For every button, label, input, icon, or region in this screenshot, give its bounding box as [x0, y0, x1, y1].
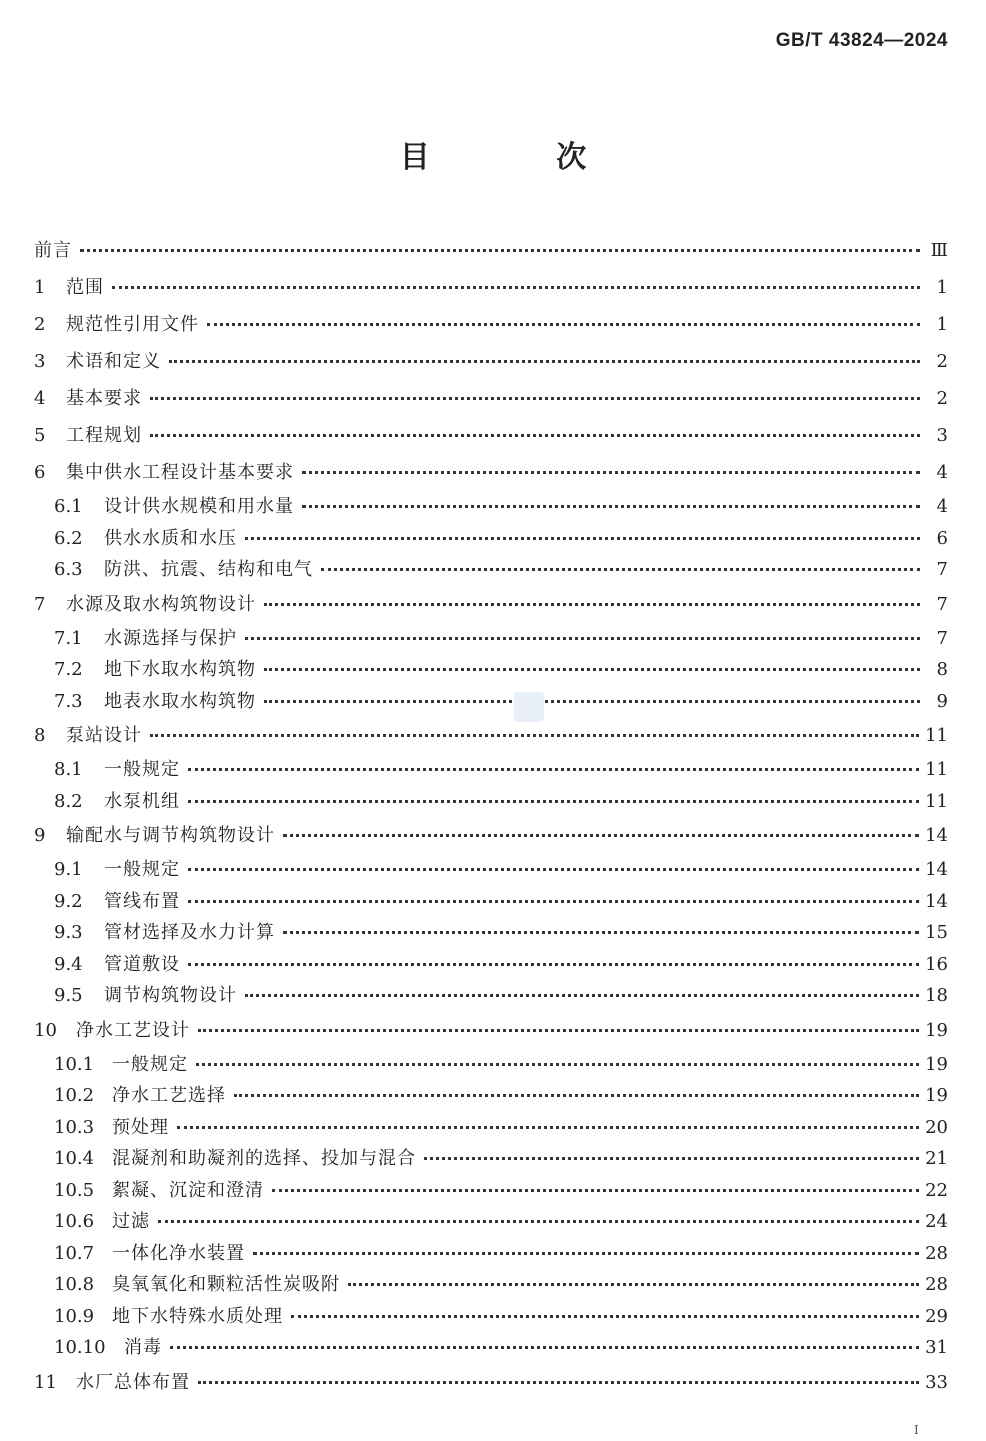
- toc-text: 输配水与调节构筑物设计: [66, 825, 275, 846]
- page-number: I: [914, 1423, 919, 1437]
- toc-leader: [283, 931, 919, 934]
- toc-number: 10.2: [54, 1085, 95, 1106]
- toc-entry[interactable]: [34, 1332, 948, 1364]
- toc-page: 4: [936, 462, 948, 483]
- toc-text: 术语和定义: [66, 351, 161, 372]
- toc-page: 29: [925, 1305, 948, 1327]
- toc-page: 19: [925, 1053, 948, 1075]
- watermark-icon: [514, 692, 544, 722]
- toc-number: 4: [34, 388, 46, 409]
- toc-entry[interactable]: [34, 1364, 948, 1401]
- toc-number: 6.1: [54, 496, 83, 517]
- toc-text: 絮凝、沉淀和澄清: [112, 1179, 264, 1201]
- toc-text: 地下水取水构筑物: [104, 659, 256, 680]
- toc-text: 地下水特殊水质处理: [112, 1305, 283, 1327]
- toc-leader: [424, 1157, 919, 1160]
- toc-number: 10.9: [54, 1305, 95, 1327]
- toc-entry[interactable]: [34, 491, 948, 523]
- toc-number: 5: [34, 425, 46, 446]
- toc-page: 20: [925, 1116, 948, 1138]
- toc-text: 管道敷设: [104, 953, 180, 975]
- toc-entry[interactable]: [34, 949, 948, 981]
- toc-text: 防洪、抗震、结构和电气: [104, 559, 313, 580]
- toc-page: 7: [936, 559, 948, 580]
- toc-leader: [80, 249, 920, 252]
- toc-entry[interactable]: [34, 1012, 948, 1049]
- toc-page: 14: [925, 890, 948, 912]
- toc-entry[interactable]: [34, 417, 948, 454]
- toc-number: 10.4: [54, 1148, 95, 1169]
- toc-entry[interactable]: [34, 380, 948, 417]
- toc-text: 前言: [34, 240, 72, 261]
- toc-leader: [302, 471, 920, 474]
- toc-leader: [291, 1315, 919, 1318]
- toc-number: 2: [34, 314, 46, 335]
- toc-leader: [177, 1126, 919, 1129]
- toc-leader: [188, 963, 919, 966]
- toc-entry[interactable]: [34, 754, 948, 786]
- toc-number: 1: [34, 277, 46, 298]
- toc-text: 工程规划: [66, 425, 142, 446]
- toc-leader: [264, 603, 920, 606]
- toc-entry[interactable]: [34, 269, 948, 306]
- toc-leader: [150, 734, 919, 737]
- toc-leader: [302, 505, 920, 508]
- toc-leader: [188, 868, 919, 871]
- toc-number: 10.3: [54, 1116, 95, 1138]
- toc-number: 6.2: [54, 527, 83, 549]
- toc-leader: [188, 900, 919, 903]
- toc-page: 11: [925, 725, 948, 746]
- table-of-contents: [34, 232, 948, 1401]
- toc-number: 8: [34, 725, 46, 746]
- toc-number: 9.1: [54, 859, 83, 880]
- toc-number: 11: [34, 1371, 57, 1393]
- toc-page: 6: [936, 527, 948, 549]
- toc-page: 4: [936, 496, 948, 517]
- toc-number: 7: [34, 593, 46, 615]
- toc-number: 3: [34, 351, 46, 372]
- toc-leader: [207, 323, 920, 326]
- toc-page: 1: [936, 277, 948, 298]
- page-title: 目 次: [399, 140, 645, 175]
- toc-leader: [321, 568, 920, 571]
- toc-entry[interactable]: [34, 686, 948, 718]
- toc-leader: [170, 1346, 919, 1349]
- toc-number: 9.2: [54, 890, 83, 912]
- toc-page: 8: [936, 659, 948, 680]
- toc-entry[interactable]: [34, 717, 948, 754]
- toc-leader: [245, 537, 920, 540]
- toc-entry[interactable]: [34, 886, 948, 918]
- toc-leader: [348, 1283, 919, 1286]
- toc-leader: [245, 637, 920, 640]
- toc-page: 14: [925, 825, 948, 846]
- toc-entry[interactable]: [34, 1301, 948, 1333]
- toc-text: 过滤: [112, 1211, 150, 1232]
- toc-page: 33: [925, 1371, 948, 1393]
- toc-number: 8.1: [54, 759, 83, 780]
- toc-text: 一体化净水装置: [112, 1242, 245, 1264]
- toc-text: 一般规定: [112, 1053, 188, 1075]
- toc-page: 2: [936, 388, 948, 409]
- toc-text: 混凝剂和助凝剂的选择、投加与混合: [112, 1148, 416, 1169]
- toc-entry[interactable]: [34, 454, 948, 491]
- toc-number: 10: [34, 1019, 57, 1041]
- toc-page: 31: [925, 1337, 948, 1358]
- toc-leader: [112, 286, 920, 289]
- toc-text: 净水工艺设计: [76, 1019, 190, 1041]
- toc-page: 28: [925, 1274, 948, 1295]
- toc-page: 24: [925, 1211, 948, 1232]
- toc-page: 3: [936, 425, 948, 446]
- toc-number: 7.2: [54, 659, 83, 680]
- toc-page: 18: [925, 985, 948, 1006]
- toc-text: 地表水取水构筑物: [104, 690, 256, 712]
- toc-number: 9: [34, 825, 46, 846]
- toc-text: 管材选择及水力计算: [104, 922, 275, 943]
- toc-text: 净水工艺选择: [112, 1085, 226, 1106]
- toc-entry[interactable]: [34, 786, 948, 818]
- toc-entry[interactable]: [34, 343, 948, 380]
- toc-page: 22: [925, 1179, 948, 1201]
- toc-leader: [169, 360, 920, 363]
- toc-text: 水泵机组: [104, 790, 180, 812]
- toc-leader: [264, 668, 920, 671]
- toc-entry[interactable]: [34, 232, 948, 269]
- toc-page: 11: [925, 759, 948, 780]
- toc-entry[interactable]: [34, 1175, 948, 1207]
- toc-page: 1: [936, 314, 948, 335]
- toc-entry[interactable]: [34, 586, 948, 623]
- toc-page: 15: [925, 922, 948, 943]
- toc-entry[interactable]: [34, 654, 948, 686]
- toc-number: 10.8: [54, 1274, 95, 1295]
- toc-number: 6.3: [54, 559, 83, 580]
- toc-number: 10.5: [54, 1179, 95, 1201]
- toc-page: 2: [936, 351, 948, 372]
- toc-number: 9.4: [54, 953, 83, 975]
- toc-leader: [198, 1029, 919, 1032]
- toc-entry[interactable]: [34, 1112, 948, 1144]
- toc-leader: [245, 994, 919, 997]
- toc-number: 9.3: [54, 922, 83, 943]
- toc-number: 7.1: [54, 627, 83, 649]
- toc-leader: [150, 434, 920, 437]
- toc-text: 范围: [66, 277, 104, 298]
- toc-page: 14: [925, 859, 948, 880]
- toc-leader: [198, 1381, 919, 1384]
- toc-page: 19: [925, 1019, 948, 1041]
- toc-number: 8.2: [54, 790, 83, 812]
- toc-page: 7: [936, 593, 948, 615]
- toc-text: 水源及取水构筑物设计: [66, 593, 256, 615]
- toc-entry[interactable]: [34, 623, 948, 655]
- toc-entry[interactable]: [34, 1143, 948, 1175]
- toc-entry[interactable]: [34, 854, 948, 886]
- toc-page: 16: [925, 953, 948, 975]
- toc-number: 10.6: [54, 1211, 95, 1232]
- toc-entry[interactable]: [34, 1049, 948, 1081]
- toc-page: 21: [925, 1148, 948, 1169]
- toc-number: 10.7: [54, 1242, 95, 1264]
- toc-text: 集中供水工程设计基本要求: [66, 462, 294, 483]
- toc-page: 28: [925, 1242, 948, 1264]
- toc-entry[interactable]: [34, 917, 948, 949]
- toc-number: 9.5: [54, 985, 83, 1006]
- toc-number: 10.1: [54, 1053, 95, 1075]
- toc-text: 设计供水规模和用水量: [104, 496, 294, 517]
- toc-entry[interactable]: [34, 817, 948, 854]
- toc-leader: [150, 397, 920, 400]
- toc-page: Ⅲ: [930, 240, 948, 261]
- toc-leader: [264, 700, 920, 703]
- toc-entry[interactable]: [34, 980, 948, 1012]
- toc-text: 规范性引用文件: [66, 314, 199, 335]
- toc-entry[interactable]: [34, 523, 948, 555]
- toc-leader: [283, 834, 919, 837]
- toc-leader: [234, 1094, 919, 1097]
- toc-leader: [158, 1220, 919, 1223]
- toc-text: 泵站设计: [66, 725, 142, 746]
- toc-text: 臭氧氧化和颗粒活性炭吸附: [112, 1274, 340, 1295]
- toc-text: 基本要求: [66, 388, 142, 409]
- toc-number: 7.3: [54, 690, 83, 712]
- toc-entry[interactable]: [34, 1080, 948, 1112]
- toc-number: 6: [34, 462, 46, 483]
- toc-text: 供水水质和水压: [104, 527, 237, 549]
- toc-text: 水厂总体布置: [76, 1371, 190, 1393]
- toc-leader: [188, 768, 919, 771]
- standard-number: GB/T 43824—2024: [775, 30, 948, 51]
- toc-entry[interactable]: [34, 1269, 948, 1301]
- toc-text: 一般规定: [104, 859, 180, 880]
- toc-entry[interactable]: [34, 306, 948, 343]
- toc-text: 预处理: [112, 1116, 169, 1138]
- toc-page: 7: [936, 627, 948, 649]
- toc-leader: [253, 1252, 919, 1255]
- toc-number: 10.10: [54, 1337, 106, 1358]
- toc-entry[interactable]: [34, 554, 948, 586]
- toc-text: 管线布置: [104, 890, 180, 912]
- toc-page: 9: [936, 690, 948, 712]
- toc-leader: [188, 800, 919, 803]
- toc-text: 调节构筑物设计: [104, 985, 237, 1006]
- toc-page: 11: [925, 790, 948, 812]
- toc-text: 消毒: [124, 1337, 162, 1358]
- toc-entry[interactable]: [34, 1206, 948, 1238]
- toc-leader: [272, 1189, 919, 1192]
- toc-leader: [196, 1063, 919, 1066]
- toc-entry[interactable]: [34, 1238, 948, 1270]
- toc-text: 一般规定: [104, 759, 180, 780]
- toc-page: 19: [925, 1085, 948, 1106]
- toc-text: 水源选择与保护: [104, 627, 237, 649]
